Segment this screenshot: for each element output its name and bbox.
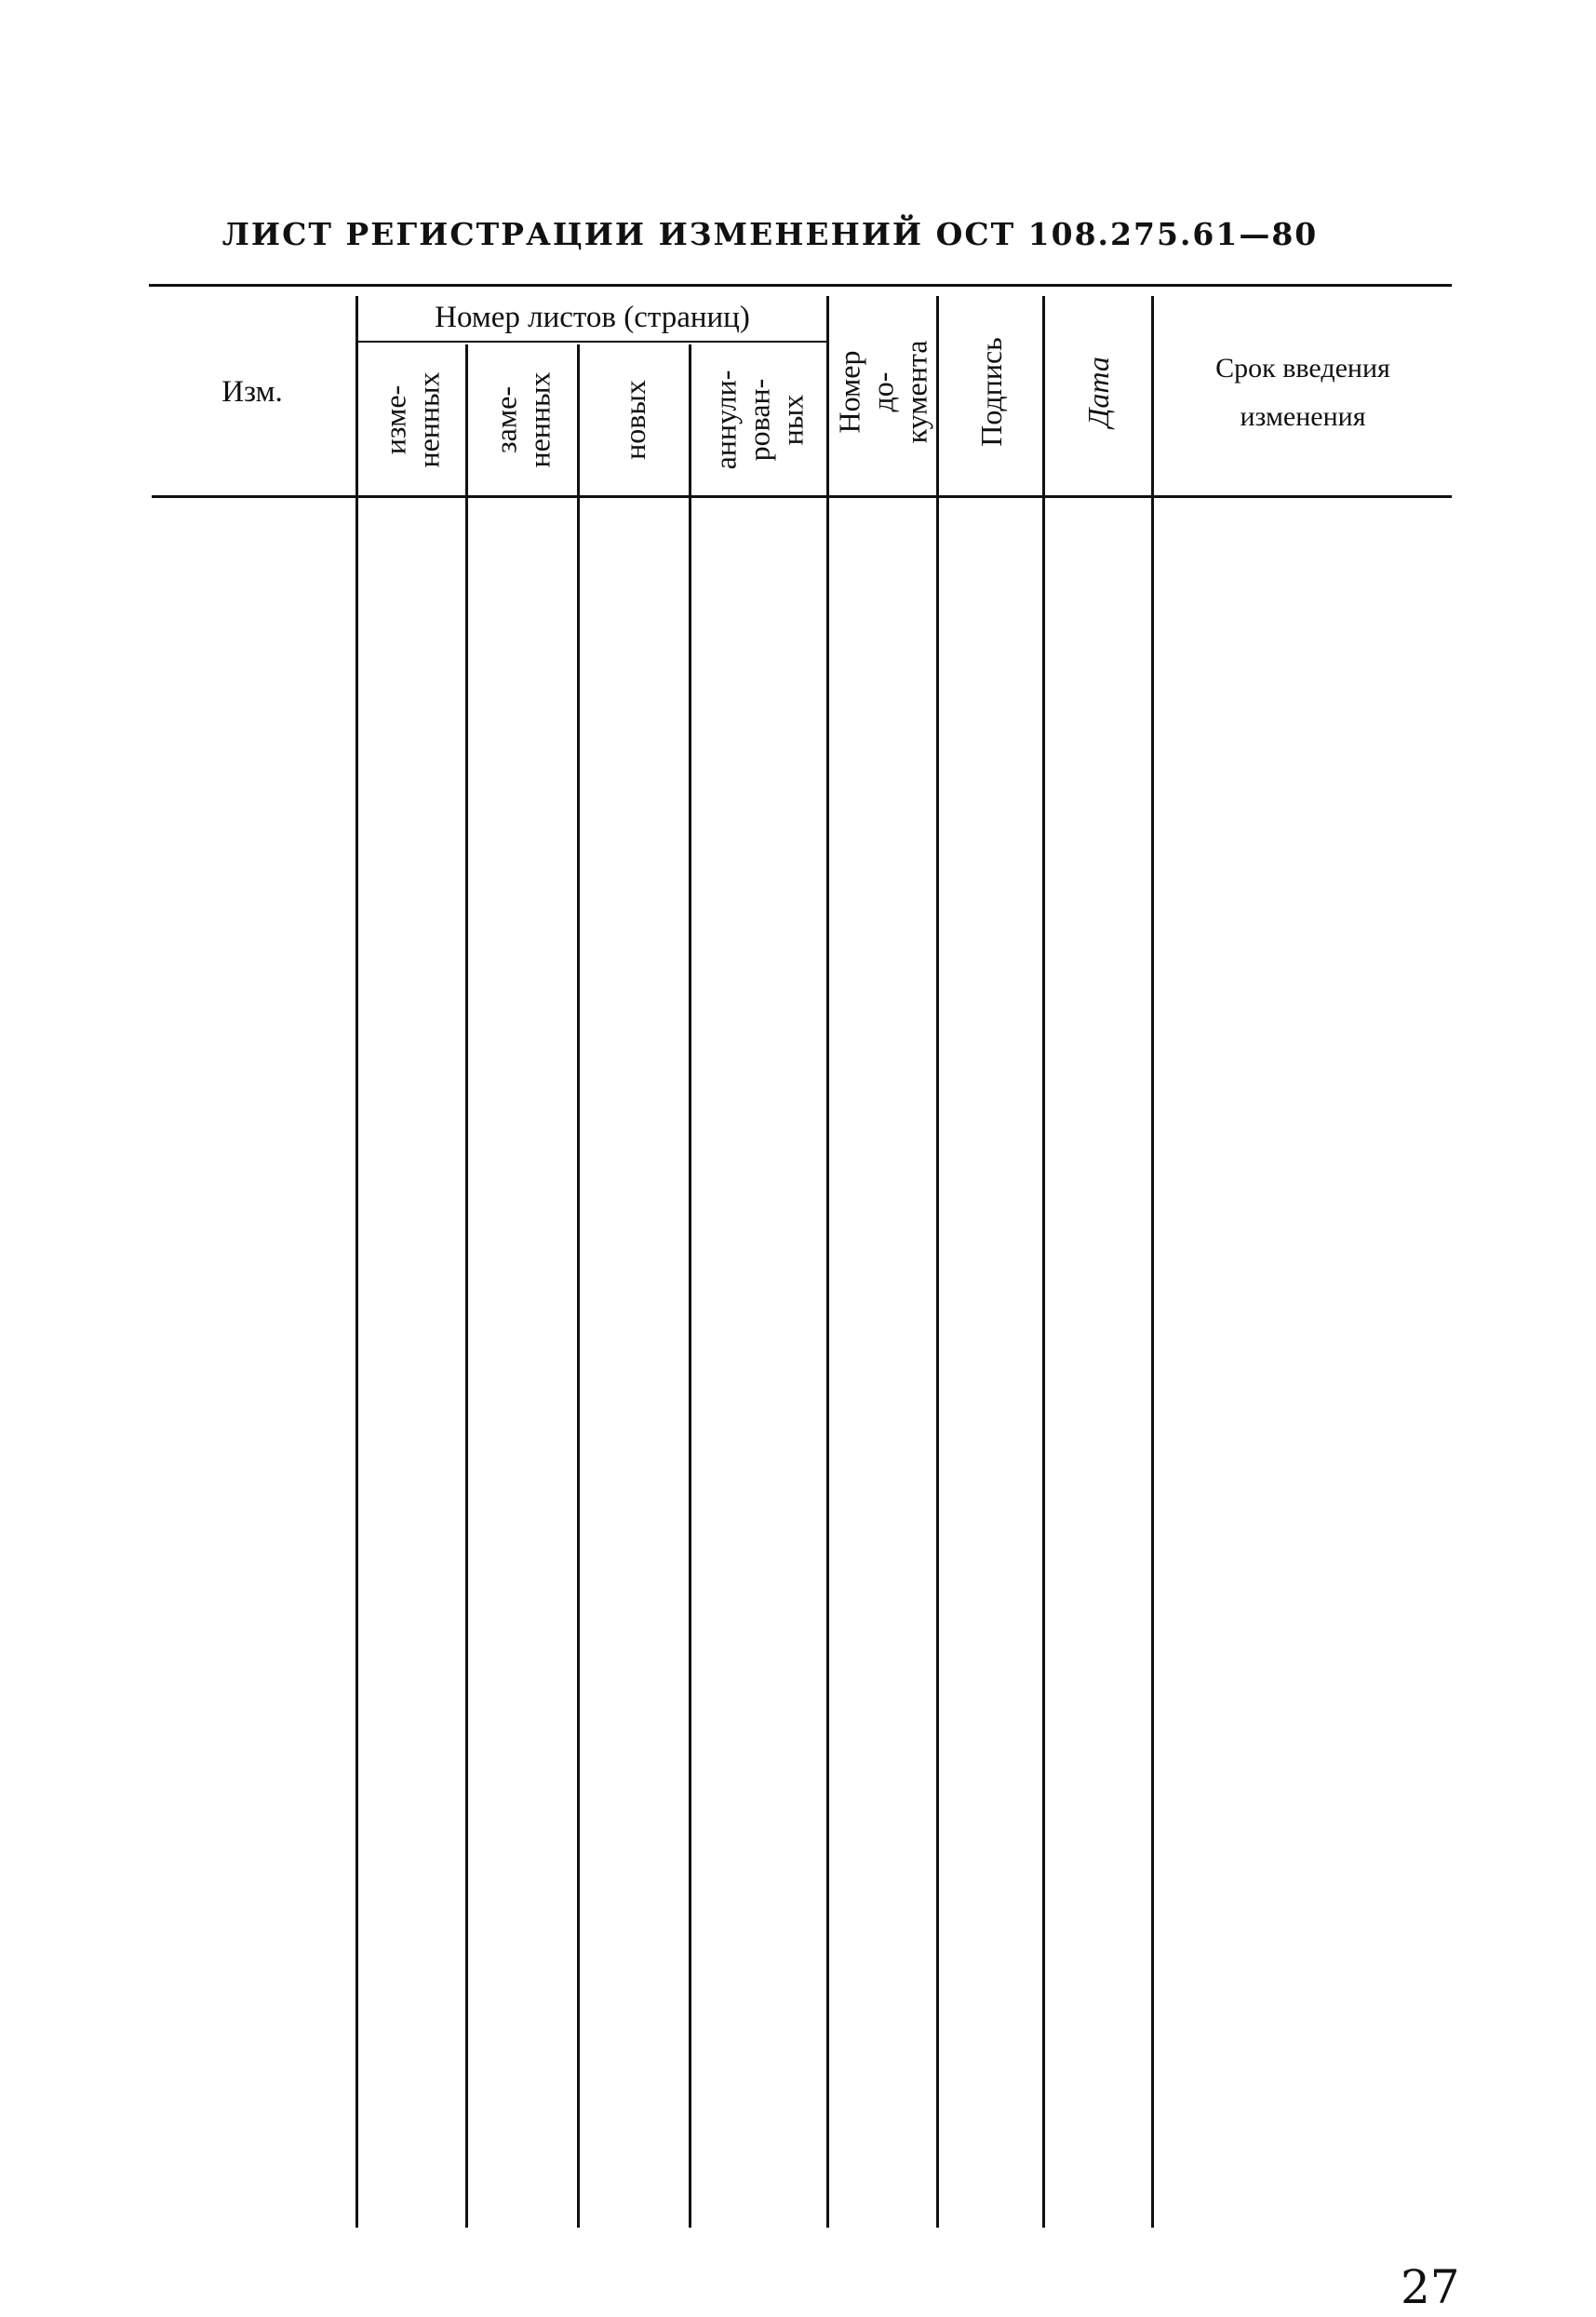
column-separator <box>1151 296 1154 2228</box>
page-number: 27 <box>1401 2260 1460 2314</box>
header-new-sheets <box>580 344 689 495</box>
page-title: ЛИСТ РЕГИСТРАЦИИ ИЗМЕНЕНИЙ ОСТ 108.275.61—80 <box>221 216 1319 252</box>
header-replaced-sheets <box>468 344 577 495</box>
header-annulled-sheets-label: аннули- рован- ных <box>708 370 810 470</box>
header-deadline: Срок введения изменения <box>1215 353 1390 432</box>
column-separator <box>1042 296 1045 2228</box>
header-bottom-rule <box>152 495 1452 498</box>
header-document-number <box>829 289 936 495</box>
column-separator <box>465 344 468 2228</box>
header-signature <box>939 289 1042 495</box>
header-new-sheets-label: новых <box>617 380 651 460</box>
header-annulled-sheets <box>691 344 826 495</box>
header-replaced-sheets-label: заме- ненных <box>489 371 557 468</box>
header-date <box>1045 289 1151 495</box>
column-separator <box>355 296 358 2228</box>
header-changed-sheets-label: изме- ненных <box>378 371 446 468</box>
column-separator <box>826 296 829 2228</box>
column-separator <box>936 296 939 2228</box>
group-header-rule <box>356 341 829 343</box>
table-top-rule <box>149 284 1452 287</box>
header-signature-label: Подпись <box>973 337 1008 447</box>
header-revision: Изм. <box>221 375 283 409</box>
column-separator <box>577 344 580 2228</box>
header-changed-sheets <box>358 344 465 495</box>
column-separator <box>689 344 691 2228</box>
header-date-label: Дата <box>1080 357 1115 427</box>
header-sheet-numbers: Номер листов (страниц) <box>435 301 750 334</box>
header-document-number-label: Номер до- кумента <box>832 340 933 444</box>
